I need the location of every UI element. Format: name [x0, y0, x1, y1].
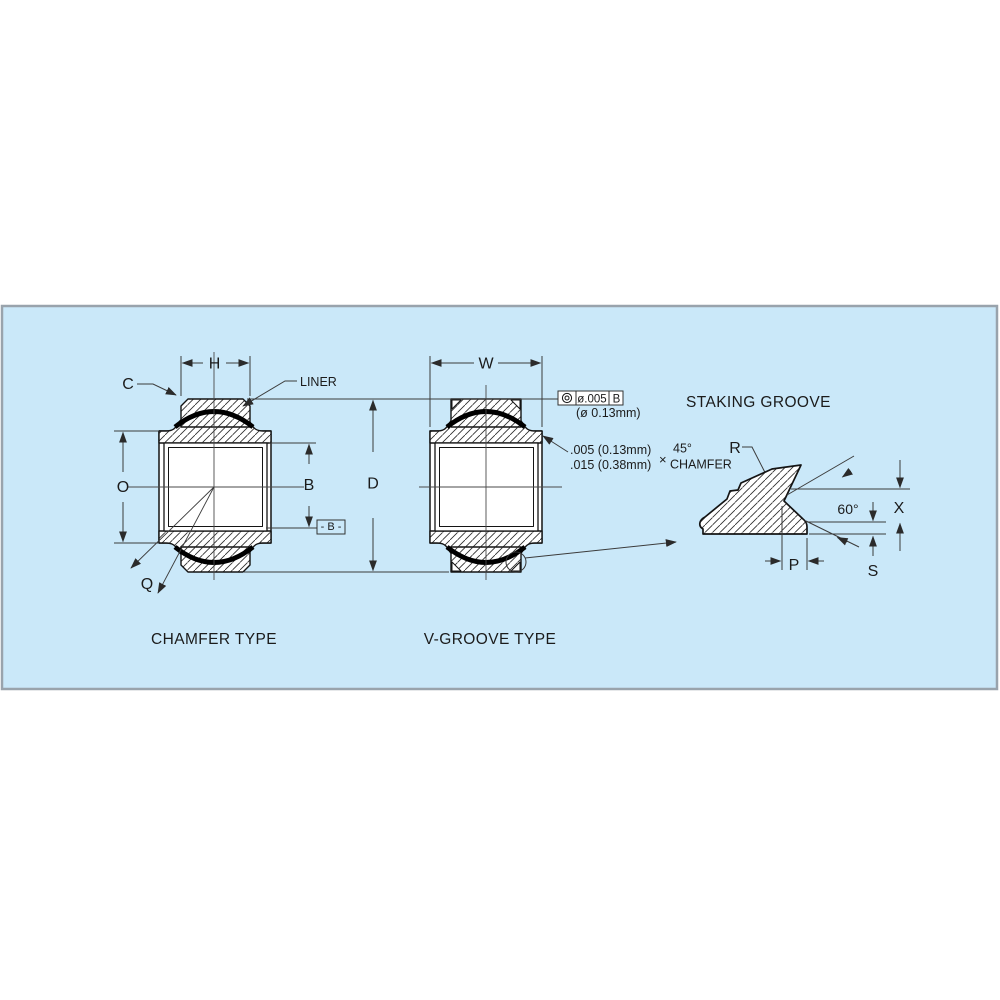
- fcf-tolerance: ø.005: [577, 393, 607, 406]
- dim-O-label: O: [116, 479, 130, 496]
- fcf-metric: (ø 0.13mm): [576, 406, 641, 420]
- chamfer-note-times: ×: [659, 452, 667, 467]
- dim-D-label: D: [367, 475, 379, 493]
- staking-groove-title: STAKING GROOVE: [686, 394, 831, 411]
- dim-R-label: R: [729, 440, 741, 457]
- dim-X-label: X: [893, 500, 905, 517]
- dim-P-label: P: [788, 557, 800, 574]
- dim-S-label: S: [867, 563, 879, 580]
- dim-Q-label: Q: [140, 576, 154, 593]
- angle-60-label: 60°: [837, 501, 859, 517]
- chamfer-note-line2: .015 (0.38mm): [570, 458, 652, 472]
- dim-C-label: C: [122, 376, 134, 393]
- fcf-datum: B: [612, 393, 621, 406]
- chamfer-type-caption: CHAMFER TYPE: [151, 631, 277, 648]
- v-groove-type-caption: V-GROOVE TYPE: [423, 631, 557, 648]
- chamfer-note-line1: .005 (0.13mm): [570, 443, 652, 457]
- dim-B-label: B: [303, 477, 315, 494]
- dim-H-label: H: [208, 355, 221, 373]
- chamfer-note-angle: 45°: [673, 441, 692, 456]
- chamfer-note-word: CHAMFER: [670, 457, 732, 472]
- datum-flag-label: - B -: [320, 521, 342, 533]
- liner-label: LINER: [300, 375, 337, 389]
- dim-W-label: W: [478, 355, 494, 373]
